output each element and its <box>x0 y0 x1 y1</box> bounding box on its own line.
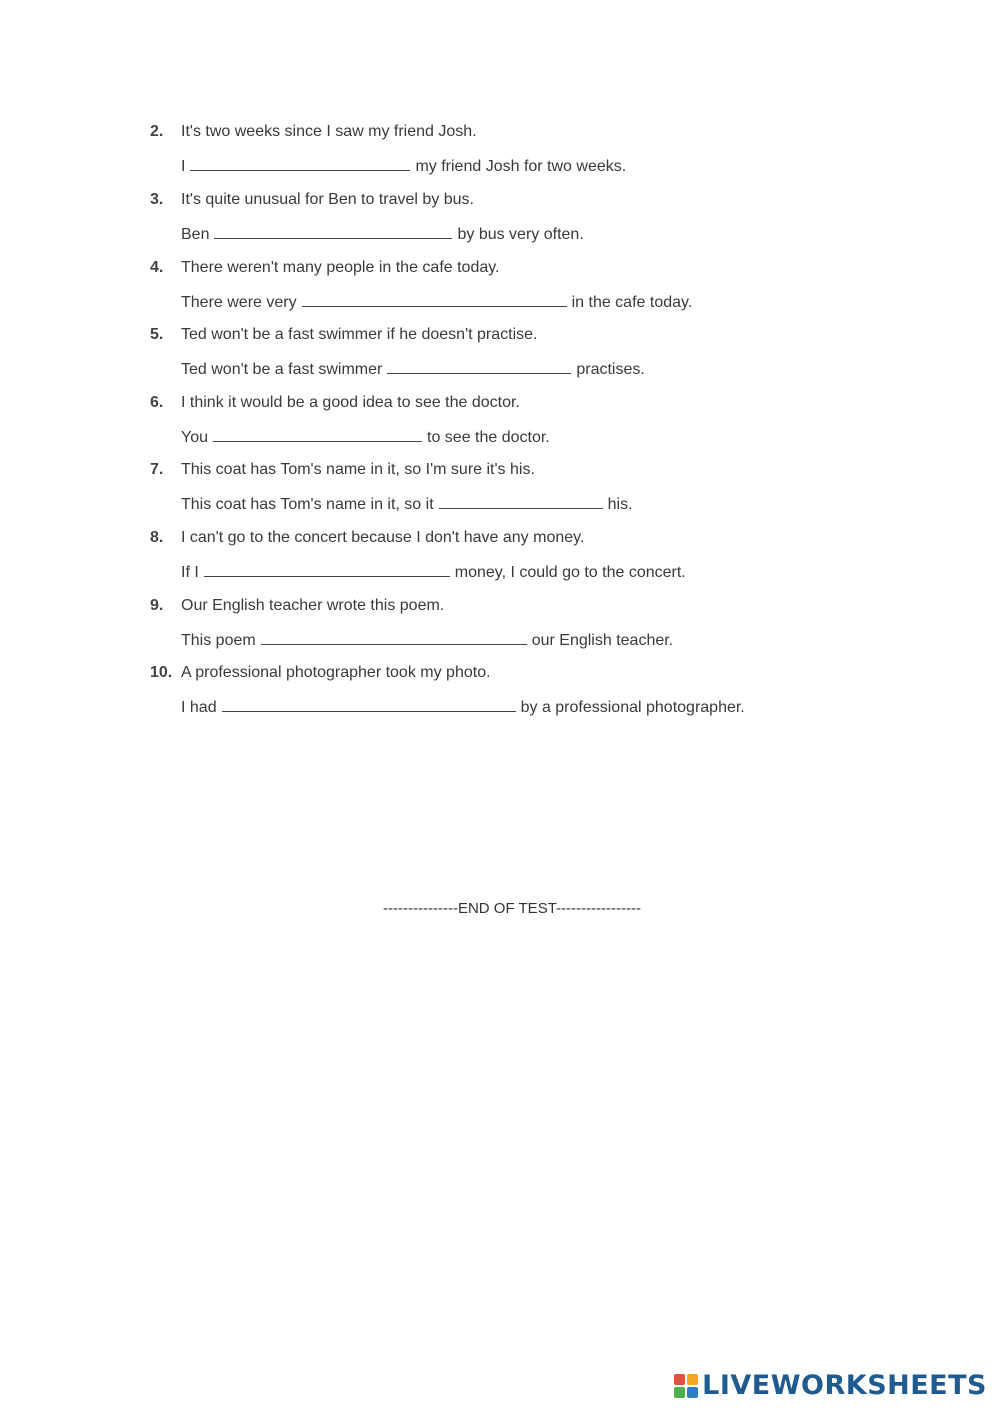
end-of-test-marker: ---------------END OF TEST----------------- <box>383 900 641 917</box>
logo-square-blue <box>687 1387 698 1398</box>
answer-prefix: If I <box>181 564 199 581</box>
logo-squares-icon <box>674 1374 698 1398</box>
answer-suffix: practises. <box>576 361 645 378</box>
item-number: 2. <box>150 123 164 140</box>
answer-suffix: by bus very often. <box>457 226 584 243</box>
item-number: 3. <box>150 191 164 208</box>
answer-suffix: money, I could go to the concert. <box>454 564 686 581</box>
logo-square-green <box>674 1387 685 1398</box>
answer-blank[interactable] <box>439 494 603 509</box>
question-text: Ted won't be a fast swimmer if he doesn't practise. <box>181 326 538 343</box>
answer-prefix: I <box>181 158 186 175</box>
question-text: Our English teacher wrote this poem. <box>181 597 445 614</box>
answer-line <box>181 292 692 313</box>
question-text: This coat has Tom's name in it, so I'm sure it's his. <box>181 461 535 478</box>
item-number: 8. <box>150 529 164 546</box>
answer-suffix: our English teacher. <box>531 632 674 649</box>
logo-square-orange <box>687 1374 698 1385</box>
answer-line <box>181 494 633 515</box>
item-number: 5. <box>150 326 164 343</box>
question-text: I can't go to the concert because I don't have any money. <box>181 529 585 546</box>
logo-text: LIVEWORKSHEETS <box>702 1370 987 1401</box>
item-number: 7. <box>150 461 164 478</box>
item-number: 10. <box>150 664 173 681</box>
answer-prefix: Ted won't be a fast swimmer <box>181 361 383 378</box>
answer-blank[interactable] <box>261 630 527 645</box>
question-text: There weren't many people in the cafe today. <box>181 259 500 276</box>
answer-prefix: This coat has Tom's name in it, so it <box>181 496 434 513</box>
answer-suffix: my friend Josh for two weeks. <box>415 158 627 175</box>
answer-suffix: to see the doctor. <box>427 429 550 446</box>
answer-line <box>181 630 673 651</box>
answer-prefix: This poem <box>181 632 256 649</box>
answer-line <box>181 224 584 245</box>
answer-blank[interactable] <box>213 427 422 442</box>
answer-blank[interactable] <box>222 697 516 712</box>
item-number: 6. <box>150 394 164 411</box>
answer-blank[interactable] <box>204 562 450 577</box>
answer-line <box>181 359 645 380</box>
answer-blank[interactable] <box>214 224 452 239</box>
answer-line <box>181 562 686 583</box>
logo-square-red <box>674 1374 685 1385</box>
item-number: 9. <box>150 597 164 614</box>
answer-prefix: There were very <box>181 294 297 311</box>
answer-prefix: You <box>181 429 208 446</box>
answer-line <box>181 697 745 718</box>
liveworksheets-logo <box>674 1370 987 1401</box>
answer-blank[interactable] <box>387 359 571 374</box>
answer-blank[interactable] <box>302 292 567 307</box>
item-number: 4. <box>150 259 164 276</box>
answer-suffix: in the cafe today. <box>571 294 693 311</box>
answer-prefix: I had <box>181 699 217 716</box>
question-text: It's two weeks since I saw my friend Josh. <box>181 123 477 140</box>
answer-blank[interactable] <box>190 156 410 171</box>
answer-suffix: his. <box>607 496 633 513</box>
question-text: I think it would be a good idea to see the doctor. <box>181 394 520 411</box>
answer-line <box>181 156 626 177</box>
question-text: A professional photographer took my photo. <box>181 664 491 681</box>
answer-line <box>181 427 550 448</box>
answer-suffix: by a professional photographer. <box>520 699 745 716</box>
question-text: It's quite unusual for Ben to travel by bus. <box>181 191 474 208</box>
answer-prefix: Ben <box>181 226 210 243</box>
